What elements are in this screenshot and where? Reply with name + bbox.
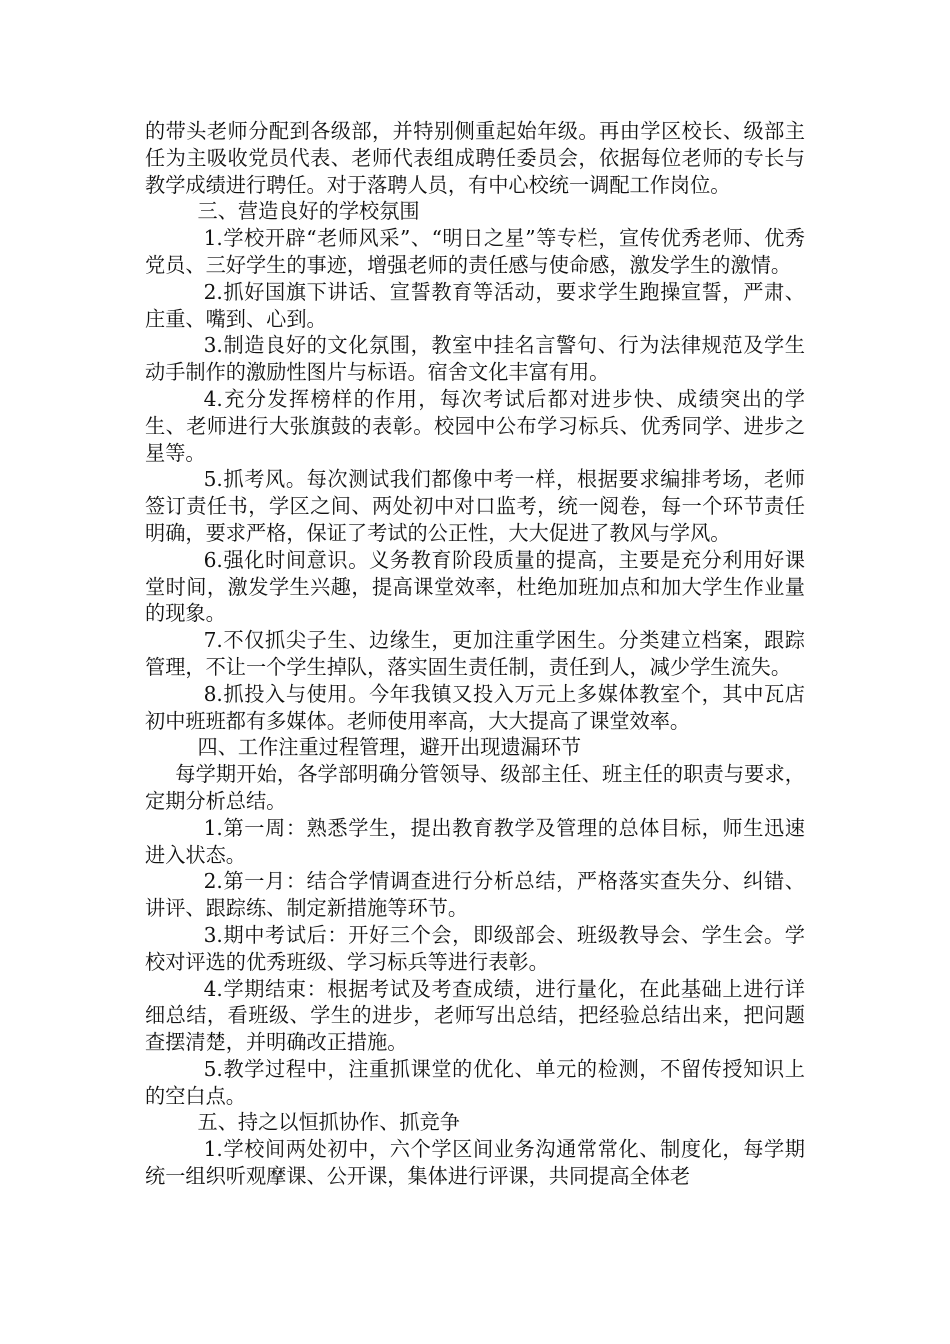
paragraph-item-3-6: 6.强化时间意识。义务教育阶段质量的提高，主要是充分利用好课堂时间，激发学生兴趣，提高课堂效率，杜绝加班加点和加大学生作业量的现象。 — [145, 547, 805, 626]
paragraph-item-3-1: 1.学校开辟“老师风采”、“明日之星”等专栏，宣传优秀老师、优秀党员、三好学生的事迹，增强老师的责任感与使命感，激发学生的激情。 — [145, 226, 805, 277]
paragraph-item-5-1: 1.学校间两处初中，六个学区间业务沟通常常化、制度化，每学期统一组织听观摩课、公开课，集体进行评课，共同提高全体老 — [145, 1137, 805, 1189]
paragraph-item-3-2: 2.抓好国旗下讲话、宣誓教育等活动，要求学生跑操宣誓，严肃、庄重、嘴到、心到。 — [145, 279, 805, 331]
section-heading-5: 五、持之以恒抓协作、抓竞争 — [197, 1110, 460, 1135]
paragraph-item-3-7: 7.不仅抓尖子生、边缘生，更加注重学困生。分类建立档案，跟踪管理，不让一个学生掉队，落实固生责任制，责任到人，减少学生流失。 — [145, 628, 805, 679]
paragraph-item-4-2: 2.第一月：结合学情调查进行分析总结，严格落实查失分、纠错、讲评、跟踪练、制定新措施等环节。 — [145, 869, 805, 921]
paragraph-item-3-8: 8.抓投入与使用。今年我镇又投入万元上多媒体教室个，其中瓦店初中班班都有多媒体。老师使用率高，大大提高了课堂效率。 — [145, 681, 805, 733]
paragraph-continuation: 的带头老师分配到各级部，并特别侧重起始年级。再由学区校长、级部主任为主吸收党员代表、老师代表组成聘任委员会，依据每位老师的专长与教学成绩进行聘任。对于落聘人员，有中心校统一调配工作岗位。 — [145, 119, 805, 197]
paragraph-item-4-3: 3.期中考试后：开好三个会，即级部会、班级教导会、学生会。学校对评选的优秀班级、学习标兵等进行表彰。 — [145, 922, 805, 974]
paragraph-intro-4: 每学期开始，各学部明确分管领导、级部主任、班主任的职责与要求，定期分析总结。 — [145, 762, 805, 813]
document-page — [145, 118, 805, 1190]
paragraph-item-3-5: 5.抓考风。每次测试我们都像中考一样，根据要求编排考场，老师签订责任书，学区之间、两处初中对口监考，统一阅卷，每一个环节责任明确，要求严格，保证了考试的公正性，大大促进了教风与学风。 — [145, 467, 805, 545]
paragraph-item-4-5: 5.教学过程中，注重抓课堂的优化、单元的检测，不留传授知识上的空白点。 — [145, 1056, 805, 1108]
paragraph-item-4-4: 4.学期结束：根据考试及考查成绩，进行量化，在此基础上进行详细总结，看班级、学生的进步，老师写出总结，把经验总结出来，把问题查摆清楚，并明确改正措施。 — [145, 976, 805, 1055]
paragraph-item-3-4: 4.充分发挥榜样的作用，每次考试后都对进步快、成绩突出的学生、老师进行大张旗鼓的表彰。校园中公布学习标兵、优秀同学、进步之星等。 — [145, 386, 805, 465]
section-heading-3: 三、营造良好的学校氛围 — [197, 199, 420, 224]
section-heading-4: 四、工作注重过程管理，避开出现遗漏环节 — [197, 735, 582, 760]
paragraph-item-3-3: 3.制造良好的文化氛围，教室中挂名言警句、行为法律规范及学生动手制作的激励性图片与标语。宿舍文化丰富有用。 — [145, 333, 805, 385]
paragraph-item-4-1: 1.第一周：熟悉学生，提出教育教学及管理的总体目标，师生迅速进入状态。 — [145, 815, 805, 867]
